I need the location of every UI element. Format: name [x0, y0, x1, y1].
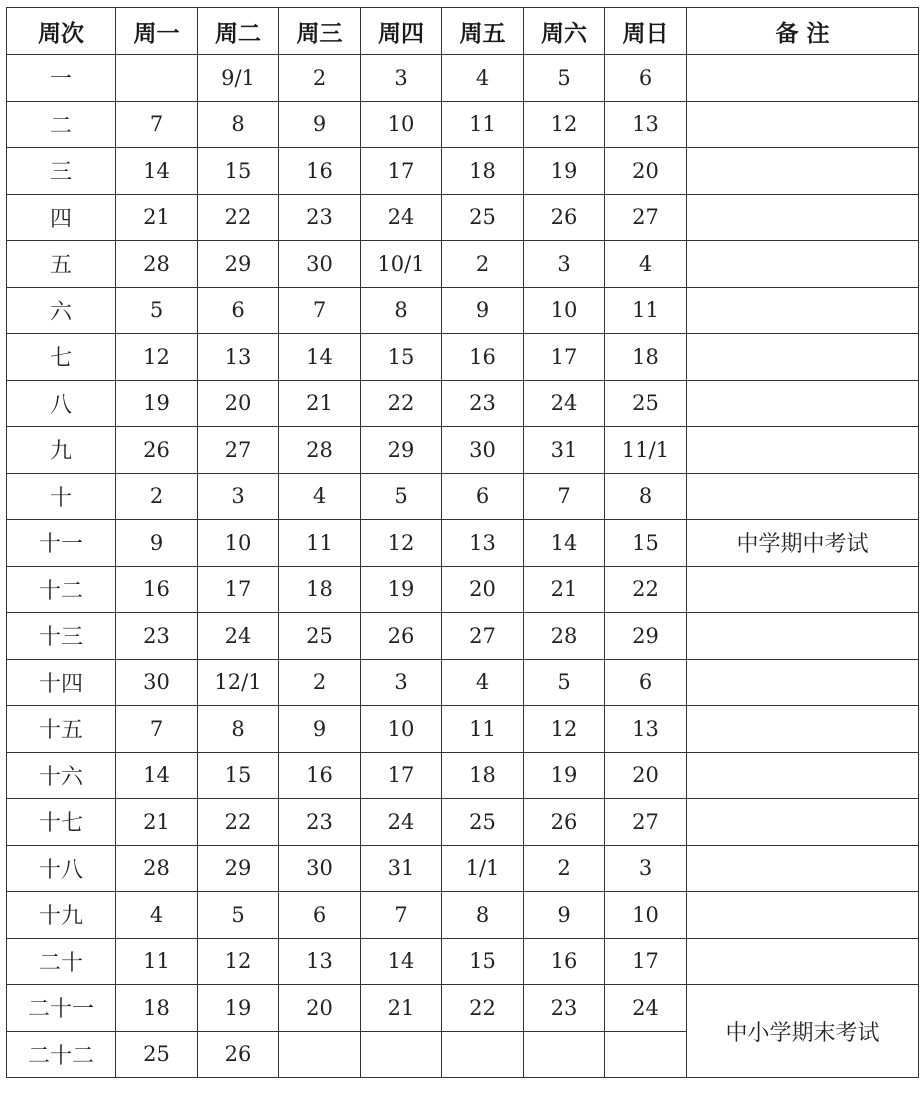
date-cell: 24 — [361, 194, 442, 241]
date-cell: 20 — [442, 566, 524, 613]
date-cell: 29 — [198, 845, 279, 892]
date-cell: 10 — [605, 892, 687, 939]
date-cell: 26 — [198, 1031, 279, 1078]
date-cell: 18 — [442, 148, 524, 195]
date-cell — [116, 55, 198, 102]
date-cell: 4 — [116, 892, 198, 939]
table-row — [7, 241, 919, 288]
date-cell: 8 — [198, 706, 279, 753]
date-cell: 21 — [116, 799, 198, 846]
date-cell: 7 — [116, 101, 198, 148]
table-row — [7, 752, 919, 799]
date-cell: 16 — [116, 566, 198, 613]
date-cell: 22 — [361, 380, 442, 427]
date-cell: 15 — [198, 148, 279, 195]
table-row — [7, 148, 919, 195]
date-cell: 13 — [605, 101, 687, 148]
date-cell: 12 — [198, 938, 279, 985]
week-number-cell: 十九 — [7, 892, 116, 939]
week-number-cell: 八 — [7, 380, 116, 427]
week-number-cell: 三 — [7, 148, 116, 195]
date-cell: 8 — [361, 287, 442, 334]
date-cell: 6 — [279, 892, 361, 939]
week-number-cell: 九 — [7, 427, 116, 474]
date-cell: 5 — [198, 892, 279, 939]
header-friday: 周五 — [442, 8, 524, 55]
date-cell: 11/1 — [605, 427, 687, 474]
date-cell: 7 — [524, 473, 605, 520]
header-row — [7, 8, 919, 55]
date-cell — [442, 1031, 524, 1078]
note-cell — [687, 799, 919, 846]
date-cell: 12 — [524, 101, 605, 148]
header-week: 周次 — [7, 8, 116, 55]
week-number-cell: 十七 — [7, 799, 116, 846]
date-cell: 25 — [605, 380, 687, 427]
week-number-cell: 二十 — [7, 938, 116, 985]
date-cell: 4 — [605, 241, 687, 288]
date-cell: 25 — [279, 613, 361, 660]
week-number-cell: 十六 — [7, 752, 116, 799]
date-cell: 24 — [524, 380, 605, 427]
date-cell: 20 — [279, 985, 361, 1032]
date-cell: 10 — [198, 520, 279, 567]
date-cell: 28 — [116, 241, 198, 288]
date-cell: 4 — [279, 473, 361, 520]
note-cell — [687, 566, 919, 613]
note-cell — [687, 613, 919, 660]
date-cell: 22 — [198, 799, 279, 846]
note-cell — [687, 427, 919, 474]
date-cell: 27 — [442, 613, 524, 660]
date-cell: 19 — [198, 985, 279, 1032]
date-cell: 28 — [524, 613, 605, 660]
date-cell: 5 — [116, 287, 198, 334]
week-number-cell: 十八 — [7, 845, 116, 892]
table-row — [7, 799, 919, 846]
date-cell: 25 — [442, 194, 524, 241]
week-number-cell: 二十二 — [7, 1031, 116, 1078]
date-cell: 21 — [524, 566, 605, 613]
date-cell: 4 — [442, 55, 524, 102]
date-cell: 2 — [524, 845, 605, 892]
date-cell: 13 — [442, 520, 524, 567]
date-cell: 17 — [198, 566, 279, 613]
date-cell: 3 — [361, 55, 442, 102]
date-cell: 30 — [442, 427, 524, 474]
date-cell: 24 — [605, 985, 687, 1032]
date-cell: 9 — [279, 101, 361, 148]
date-cell: 19 — [524, 752, 605, 799]
note-cell — [687, 938, 919, 985]
date-cell: 19 — [116, 380, 198, 427]
week-number-cell: 四 — [7, 194, 116, 241]
date-cell: 17 — [361, 752, 442, 799]
date-cell: 3 — [605, 845, 687, 892]
date-cell: 23 — [116, 613, 198, 660]
date-cell: 18 — [116, 985, 198, 1032]
date-cell: 26 — [524, 799, 605, 846]
table-row — [7, 194, 919, 241]
date-cell: 8 — [442, 892, 524, 939]
header-notes: 备 注 — [687, 8, 919, 55]
date-cell: 10 — [361, 101, 442, 148]
date-cell: 22 — [605, 566, 687, 613]
date-cell: 9 — [524, 892, 605, 939]
date-cell: 2 — [279, 659, 361, 706]
date-cell: 3 — [524, 241, 605, 288]
date-cell: 7 — [279, 287, 361, 334]
date-cell: 17 — [605, 938, 687, 985]
date-cell: 16 — [279, 148, 361, 195]
calendar-body — [7, 55, 919, 1078]
date-cell: 14 — [116, 148, 198, 195]
date-cell: 29 — [605, 613, 687, 660]
date-cell: 29 — [198, 241, 279, 288]
date-cell: 5 — [524, 659, 605, 706]
date-cell: 9 — [279, 706, 361, 753]
date-cell: 8 — [605, 473, 687, 520]
note-cell — [687, 659, 919, 706]
date-cell: 26 — [116, 427, 198, 474]
date-cell: 11 — [279, 520, 361, 567]
date-cell: 29 — [361, 427, 442, 474]
table-row — [7, 287, 919, 334]
date-cell: 24 — [198, 613, 279, 660]
date-cell: 27 — [605, 799, 687, 846]
school-calendar-table — [6, 7, 919, 1078]
table-row — [7, 566, 919, 613]
week-number-cell: 十四 — [7, 659, 116, 706]
date-cell: 5 — [361, 473, 442, 520]
table-row — [7, 706, 919, 753]
date-cell: 6 — [442, 473, 524, 520]
date-cell: 3 — [198, 473, 279, 520]
date-cell: 12 — [524, 706, 605, 753]
date-cell: 25 — [442, 799, 524, 846]
note-cell — [687, 892, 919, 939]
date-cell: 31 — [524, 427, 605, 474]
date-cell: 2 — [442, 241, 524, 288]
note-cell — [687, 194, 919, 241]
date-cell: 28 — [116, 845, 198, 892]
date-cell: 14 — [279, 334, 361, 381]
date-cell: 16 — [279, 752, 361, 799]
date-cell: 31 — [361, 845, 442, 892]
date-cell: 5 — [524, 55, 605, 102]
date-cell: 23 — [442, 380, 524, 427]
date-cell: 23 — [524, 985, 605, 1032]
week-number-cell: 二 — [7, 101, 116, 148]
date-cell: 30 — [279, 845, 361, 892]
header-sunday: 周日 — [605, 8, 687, 55]
date-cell: 4 — [442, 659, 524, 706]
note-cell — [687, 706, 919, 753]
date-cell: 12 — [116, 334, 198, 381]
date-cell: 27 — [605, 194, 687, 241]
date-cell: 17 — [361, 148, 442, 195]
date-cell: 15 — [442, 938, 524, 985]
date-cell: 11 — [442, 706, 524, 753]
table-row — [7, 985, 919, 1032]
date-cell — [524, 1031, 605, 1078]
table-row — [7, 55, 919, 102]
date-cell: 10/1 — [361, 241, 442, 288]
date-cell: 9 — [116, 520, 198, 567]
date-cell: 2 — [279, 55, 361, 102]
date-cell: 21 — [116, 194, 198, 241]
table-row — [7, 334, 919, 381]
week-number-cell: 十三 — [7, 613, 116, 660]
table-row — [7, 659, 919, 706]
date-cell: 22 — [442, 985, 524, 1032]
date-cell: 19 — [361, 566, 442, 613]
date-cell — [279, 1031, 361, 1078]
note-cell — [687, 334, 919, 381]
note-cell — [687, 845, 919, 892]
date-cell: 1/1 — [442, 845, 524, 892]
date-cell: 6 — [198, 287, 279, 334]
date-cell: 20 — [605, 752, 687, 799]
date-cell: 7 — [116, 706, 198, 753]
date-cell: 6 — [605, 55, 687, 102]
note-cell — [687, 752, 919, 799]
week-number-cell: 六 — [7, 287, 116, 334]
note-cell — [687, 473, 919, 520]
date-cell: 18 — [279, 566, 361, 613]
date-cell: 11 — [116, 938, 198, 985]
date-cell: 11 — [442, 101, 524, 148]
date-cell: 13 — [279, 938, 361, 985]
date-cell: 11 — [605, 287, 687, 334]
date-cell: 15 — [361, 334, 442, 381]
date-cell: 8 — [198, 101, 279, 148]
date-cell: 13 — [605, 706, 687, 753]
date-cell: 23 — [279, 799, 361, 846]
note-cell: 中小学期末考试 — [687, 985, 919, 1078]
date-cell: 9/1 — [198, 55, 279, 102]
table-row — [7, 473, 919, 520]
note-cell: 中学期中考试 — [687, 520, 919, 567]
date-cell: 30 — [116, 659, 198, 706]
table-row — [7, 938, 919, 985]
date-cell: 27 — [198, 427, 279, 474]
date-cell: 20 — [605, 148, 687, 195]
date-cell: 14 — [116, 752, 198, 799]
date-cell: 12/1 — [198, 659, 279, 706]
date-cell: 15 — [605, 520, 687, 567]
date-cell: 16 — [524, 938, 605, 985]
note-cell — [687, 380, 919, 427]
table-row — [7, 380, 919, 427]
week-number-cell: 七 — [7, 334, 116, 381]
date-cell: 14 — [524, 520, 605, 567]
date-cell: 20 — [198, 380, 279, 427]
week-number-cell: 十二 — [7, 566, 116, 613]
date-cell: 6 — [605, 659, 687, 706]
table-row — [7, 613, 919, 660]
date-cell: 26 — [361, 613, 442, 660]
note-cell — [687, 55, 919, 102]
date-cell: 16 — [442, 334, 524, 381]
date-cell: 10 — [524, 287, 605, 334]
table-row — [7, 520, 919, 567]
week-number-cell: 五 — [7, 241, 116, 288]
date-cell: 21 — [361, 985, 442, 1032]
header-thursday: 周四 — [361, 8, 442, 55]
date-cell: 21 — [279, 380, 361, 427]
date-cell: 18 — [442, 752, 524, 799]
date-cell: 2 — [116, 473, 198, 520]
header-saturday: 周六 — [524, 8, 605, 55]
header-wednesday: 周三 — [279, 8, 361, 55]
date-cell: 30 — [279, 241, 361, 288]
date-cell: 19 — [524, 148, 605, 195]
date-cell — [361, 1031, 442, 1078]
date-cell: 22 — [198, 194, 279, 241]
date-cell: 18 — [605, 334, 687, 381]
date-cell: 25 — [116, 1031, 198, 1078]
note-cell — [687, 287, 919, 334]
header-monday: 周一 — [116, 8, 198, 55]
week-number-cell: 十 — [7, 473, 116, 520]
date-cell: 24 — [361, 799, 442, 846]
date-cell: 15 — [198, 752, 279, 799]
date-cell: 17 — [524, 334, 605, 381]
week-number-cell: 二十一 — [7, 985, 116, 1032]
header-tuesday: 周二 — [198, 8, 279, 55]
table-row — [7, 101, 919, 148]
table-row — [7, 427, 919, 474]
date-cell: 26 — [524, 194, 605, 241]
table-row — [7, 845, 919, 892]
week-number-cell: 十一 — [7, 520, 116, 567]
date-cell: 28 — [279, 427, 361, 474]
note-cell — [687, 241, 919, 288]
date-cell: 12 — [361, 520, 442, 567]
date-cell: 10 — [361, 706, 442, 753]
date-cell: 14 — [361, 938, 442, 985]
note-cell — [687, 148, 919, 195]
note-cell — [687, 101, 919, 148]
date-cell: 7 — [361, 892, 442, 939]
date-cell: 23 — [279, 194, 361, 241]
week-number-cell: 一 — [7, 55, 116, 102]
date-cell — [605, 1031, 687, 1078]
date-cell: 3 — [361, 659, 442, 706]
week-number-cell: 十五 — [7, 706, 116, 753]
table-row — [7, 892, 919, 939]
date-cell: 13 — [198, 334, 279, 381]
date-cell: 9 — [442, 287, 524, 334]
